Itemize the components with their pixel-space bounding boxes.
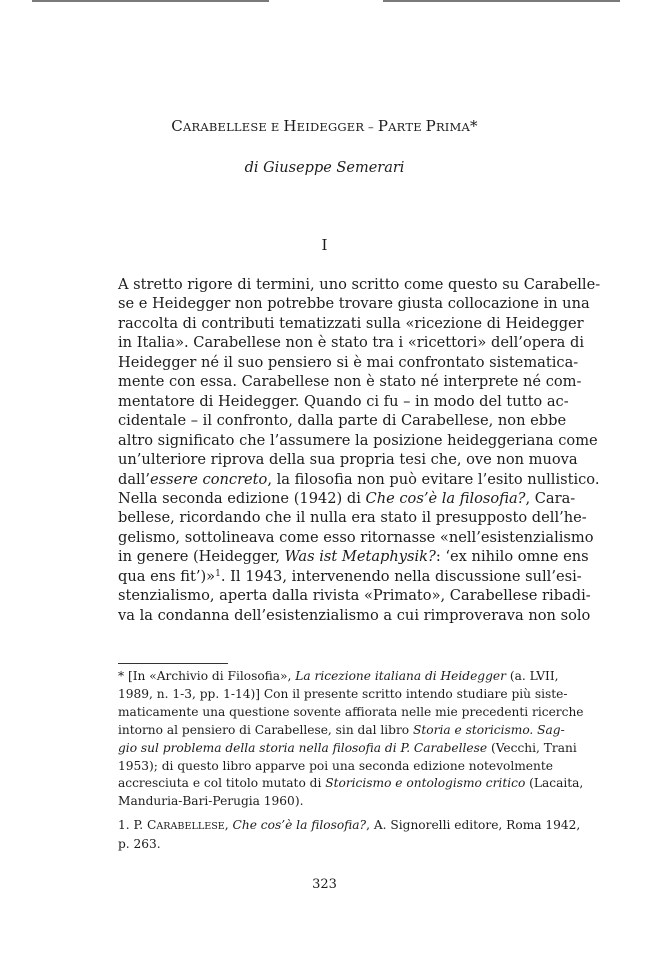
body-paragraph (118, 275, 601, 625)
section-heading: I (321, 236, 328, 254)
body-line: mente con essa. Carabellese non è stato né interprete né com- (118, 373, 582, 391)
body-line: in Italia». Carabellese non è stato tra i «ricettori» dell’opera di (118, 334, 585, 352)
footnote-star-line: gio sul problema della storia nella filosofia di P. Carabellese (Vecchi, Trani (118, 740, 577, 755)
footnote-star-line: maticamente una questione sovente affiorata nelle mie precedenti ricerche (118, 704, 584, 719)
footnote-star-line: * [In «Archivio di Filosofia», La ricezione italiana di Heidegger (a. LVII, (118, 669, 559, 683)
body-line: Nella seconda edizione (1942) di Che cos’è la filosofia?, Cara- (118, 489, 576, 507)
body-line: stenzialismo, aperta dalla rivista «Primato», Carabellese ribadi- (118, 587, 591, 605)
footnote-1 (118, 817, 581, 854)
body-line: Heidegger né il suo pensiero si è mai confrontato sistematica- (118, 353, 579, 371)
body-line: raccolta di contributi tematizzati sulla «ricezione di Heidegger (118, 314, 584, 332)
header-rule-right (383, 0, 620, 2)
page-number: 323 (312, 877, 337, 892)
body-line: cidentale – il confronto, dalla parte di Carabellese, non ebbe (118, 412, 567, 430)
article-author: di Giuseppe Semerari (244, 160, 405, 176)
header-rule-left (32, 0, 269, 2)
body-line: un’ulteriore riprova della sua propria tesi che, ove non muova (118, 451, 578, 469)
body-line: va la condanna dell’esistenzialismo a cui rimproverava non solo (118, 606, 591, 624)
body-line: mentatore di Heidegger. Quando ci fu – in modo del tutto ac- (118, 392, 569, 410)
body-line: se e Heidegger non potrebbe trovare giusta collocazione in una (118, 295, 590, 313)
footnote-1-line: p. 263. (118, 836, 161, 851)
body-line: dall’essere concreto, la filosofia non può evitare l’esito nullistico. (118, 470, 600, 488)
footnote-star-line: accresciuta e col titolo mutato di Storicismo e ontologismo critico (Lacaita, (118, 776, 584, 791)
article-title: CARABELLESE E HEIDEGGER – PARTE PRIMA* (171, 117, 478, 135)
footnote-star (118, 668, 584, 811)
body-line: in genere (Heidegger, Was ist Metaphysik?: ‘ex nihilo omne ens (118, 548, 589, 566)
footnote-rule (118, 663, 228, 664)
footnote-1-line: 1. P. CARABELLESE, Che cos’è la filosofia?, A. Signorelli editore, Roma 1942, (118, 818, 581, 832)
footnote-star-line: 1989, n. 1-3, pp. 1-14)] Con il presente scritto intendo studiare più siste- (118, 686, 568, 701)
body-line: altro significato che l’assumere la posizione heideggeriana come (118, 431, 598, 449)
footnote-star-line: intorno al pensiero di Carabellese, sin dal libro Storia e storicismo. Sag- (118, 722, 565, 737)
footnote-star-line: 1953); di questo libro apparve poi una seconda edizione notevolmente (118, 758, 553, 773)
body-line: gelismo, sottolineava come esso ritornasse «nell’esistenzialismo (118, 528, 594, 546)
body-line: A stretto rigore di termini, uno scritto come questo su Carabelle- (118, 276, 601, 293)
body-line: qua ens fit’)»$^1$. Il 1943, intervenendo nella discussione sull’esi- (118, 567, 582, 585)
body-line: bellese, ricordando che il nulla era stato il presupposto dell’he- (118, 509, 587, 527)
footnote-star-line: Manduria-Bari-Perugia 1960). (118, 794, 304, 809)
